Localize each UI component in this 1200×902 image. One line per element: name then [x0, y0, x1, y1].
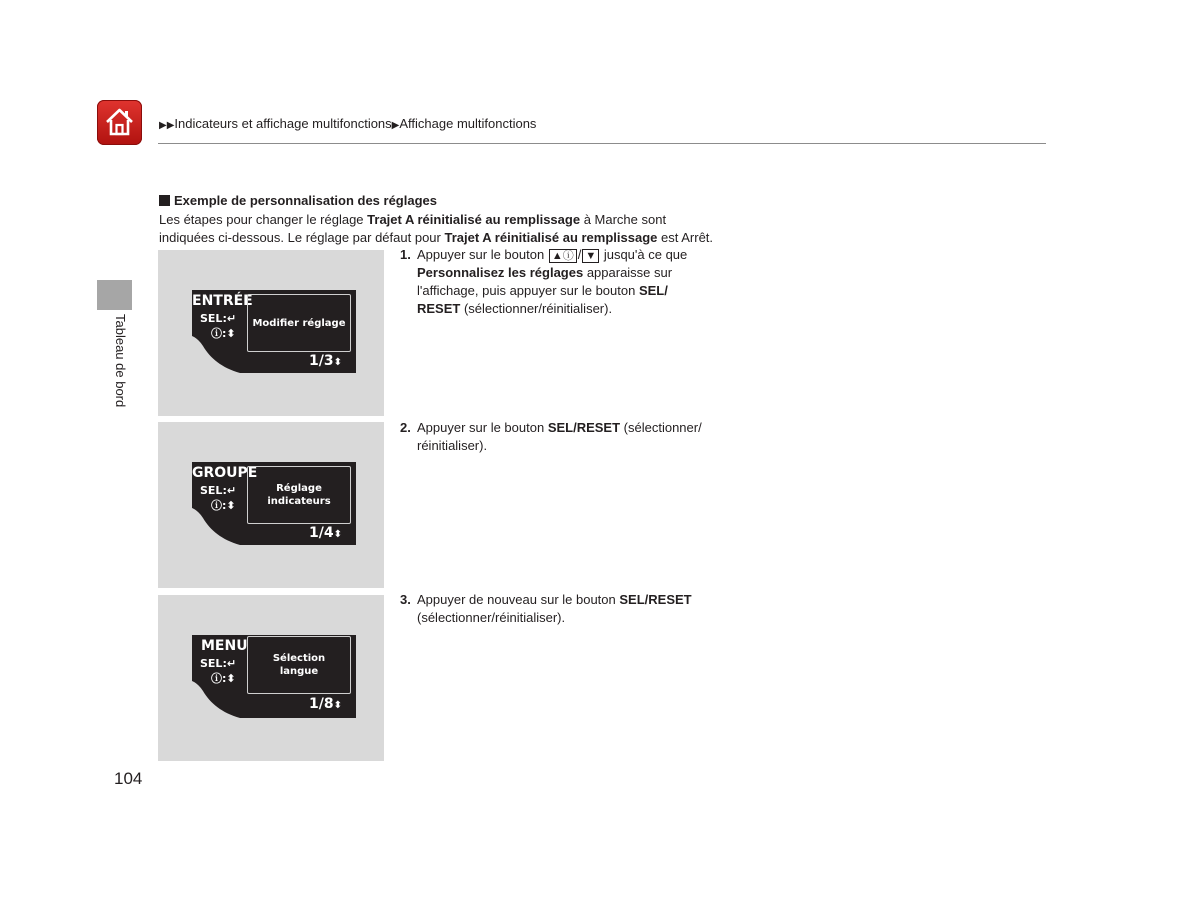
up-down-icon: ⬍	[226, 499, 236, 512]
up-info-key-icon: ▲ⓘ	[549, 249, 577, 263]
breadcrumb-current: Affichage multifonctions	[399, 116, 537, 131]
lcd-page-indicator: 1/4⬍	[309, 525, 342, 541]
lcd-sel-label: SEL:↵	[200, 484, 237, 497]
enter-arrow-icon: ↵	[226, 484, 237, 497]
breadcrumb	[159, 116, 536, 131]
breadcrumb-arrow-icon: ▶▶	[159, 120, 175, 131]
chapter-tab[interactable]	[97, 280, 132, 310]
header-divider	[158, 143, 1046, 144]
lcd-sel-label: SEL:↵	[200, 312, 237, 325]
lcd-title: ENTRÉE	[192, 293, 253, 309]
up-down-icon: ⬍	[333, 357, 342, 368]
lcd-info-label: ⓘ:⬍	[211, 327, 236, 340]
lcd-title: GROUPE	[192, 465, 258, 481]
chapter-label: Tableau de bord	[113, 314, 128, 408]
intro-paragraph: Les étapes pour changer le réglage Trajet A réinitialisé au remplissage à Marche sont indiquées ci-dessous. Le réglage par défaut pour Trajet A réinitialisé au remplissage est Arrêt.	[159, 212, 714, 245]
home-icon	[104, 106, 135, 138]
up-down-icon: ⬍	[333, 529, 342, 540]
breadcrumb-link-indicateurs[interactable]: Indicateurs et affichage multifonctions	[174, 116, 392, 131]
home-button[interactable]	[97, 100, 142, 145]
lcd-menu-box: Modifier réglage	[247, 294, 351, 352]
step-3: 3. Appuyer de nouveau sur le bouton SEL/RESET (sélectionner/réinitialiser).	[400, 592, 692, 625]
display-illustration-3	[158, 595, 384, 761]
step-1: 1. Appuyer sur le bouton ▲ⓘ / ▼ jusqu'à ce que Personnalisez les réglages apparaisse sur l'affichage, puis appuyer sur le bouton SEL/ RESET (sélectionner/réinitialiser).	[400, 247, 688, 316]
up-down-icon: ⬍	[333, 700, 342, 711]
page-number: 104	[114, 769, 143, 788]
info-icon: ⓘ	[211, 499, 222, 512]
info-icon: ⓘ	[211, 327, 222, 340]
up-down-icon: ⬍	[226, 672, 236, 685]
lcd-menu-box: Réglage indicateurs	[247, 466, 351, 524]
down-key-icon: ▼	[582, 249, 599, 263]
lcd-info-label: ⓘ:⬍	[211, 672, 236, 685]
up-down-icon: ⬍	[226, 327, 236, 340]
lcd-sel-label: SEL:↵	[200, 657, 237, 670]
display-illustration-2	[158, 422, 384, 588]
lcd-menu-box: Sélection langue	[247, 636, 351, 694]
section-title: Exemple de personnalisation des réglages	[159, 193, 437, 208]
enter-arrow-icon: ↵	[226, 657, 237, 670]
info-icon: ⓘ	[211, 672, 222, 685]
square-bullet-icon	[159, 195, 170, 206]
lcd-title: MENU	[201, 638, 248, 654]
lcd-page-indicator: 1/3⬍	[309, 353, 342, 369]
lcd-info-label: ⓘ:⬍	[211, 499, 236, 512]
enter-arrow-icon: ↵	[226, 312, 237, 325]
display-illustration-1	[158, 250, 384, 416]
lcd-page-indicator: 1/8⬍	[309, 696, 342, 712]
breadcrumb-arrow-icon: ▶	[391, 120, 400, 131]
step-2: 2. Appuyer sur le bouton SEL/RESET (sélectionner/ réinitialiser).	[400, 420, 702, 453]
